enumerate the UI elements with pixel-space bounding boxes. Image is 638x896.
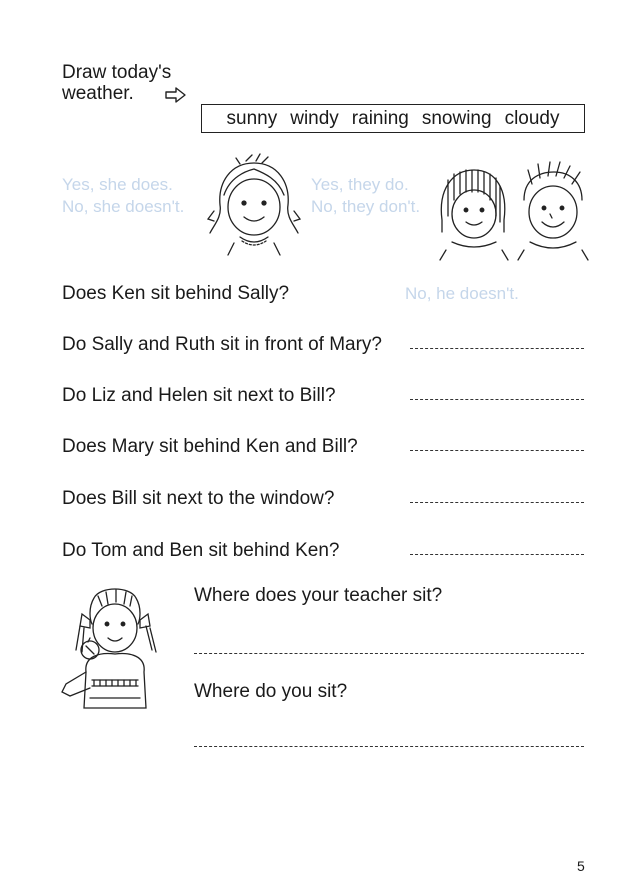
question-text: Do Liz and Helen sit next to Bill? [62,385,336,406]
weather-options-box [201,104,585,133]
weather-option-raining[interactable]: raining [351,107,409,129]
answer-line[interactable] [410,399,584,400]
answer-line[interactable] [410,348,584,349]
hint-she-no: No, she doesn't. [62,197,185,216]
open-answer-line[interactable] [194,653,584,654]
open-question-text: Where do you sit? [194,681,348,702]
two-children-illustration [432,160,592,260]
answer-line[interactable] [410,502,584,503]
answer-example: No, he doesn't. [405,284,519,303]
instruction-line-2: weather. [62,83,134,104]
girl-illustration [200,155,308,255]
question-text: Do Tom and Ben sit behind Ken? [62,540,340,561]
girl-pointing-illustration [60,580,170,720]
weather-option-cloudy[interactable]: cloudy [504,107,560,129]
instruction-line-1: Draw today's [62,62,172,83]
open-question-text: Where does your teacher sit? [194,585,443,606]
weather-option-snowing[interactable]: snowing [421,107,492,129]
question-text: Does Bill sit next to the window? [62,488,335,509]
weather-option-sunny[interactable]: sunny [226,107,278,129]
question-text: Does Ken sit behind Sally? [62,283,290,304]
hint-she-yes: Yes, she does. [62,175,173,194]
answer-line[interactable] [410,554,584,555]
hint-they-yes: Yes, they do. [311,175,409,194]
arrow-right-icon [165,87,187,103]
open-answer-line[interactable] [194,746,584,747]
weather-option-windy[interactable]: windy [290,107,339,129]
page-number: 5 [577,858,585,874]
question-text: Do Sally and Ruth sit in front of Mary? [62,334,382,355]
question-text: Does Mary sit behind Ken and Bill? [62,436,358,457]
answer-line[interactable] [410,450,584,451]
hint-they-no: No, they don't. [311,197,421,216]
